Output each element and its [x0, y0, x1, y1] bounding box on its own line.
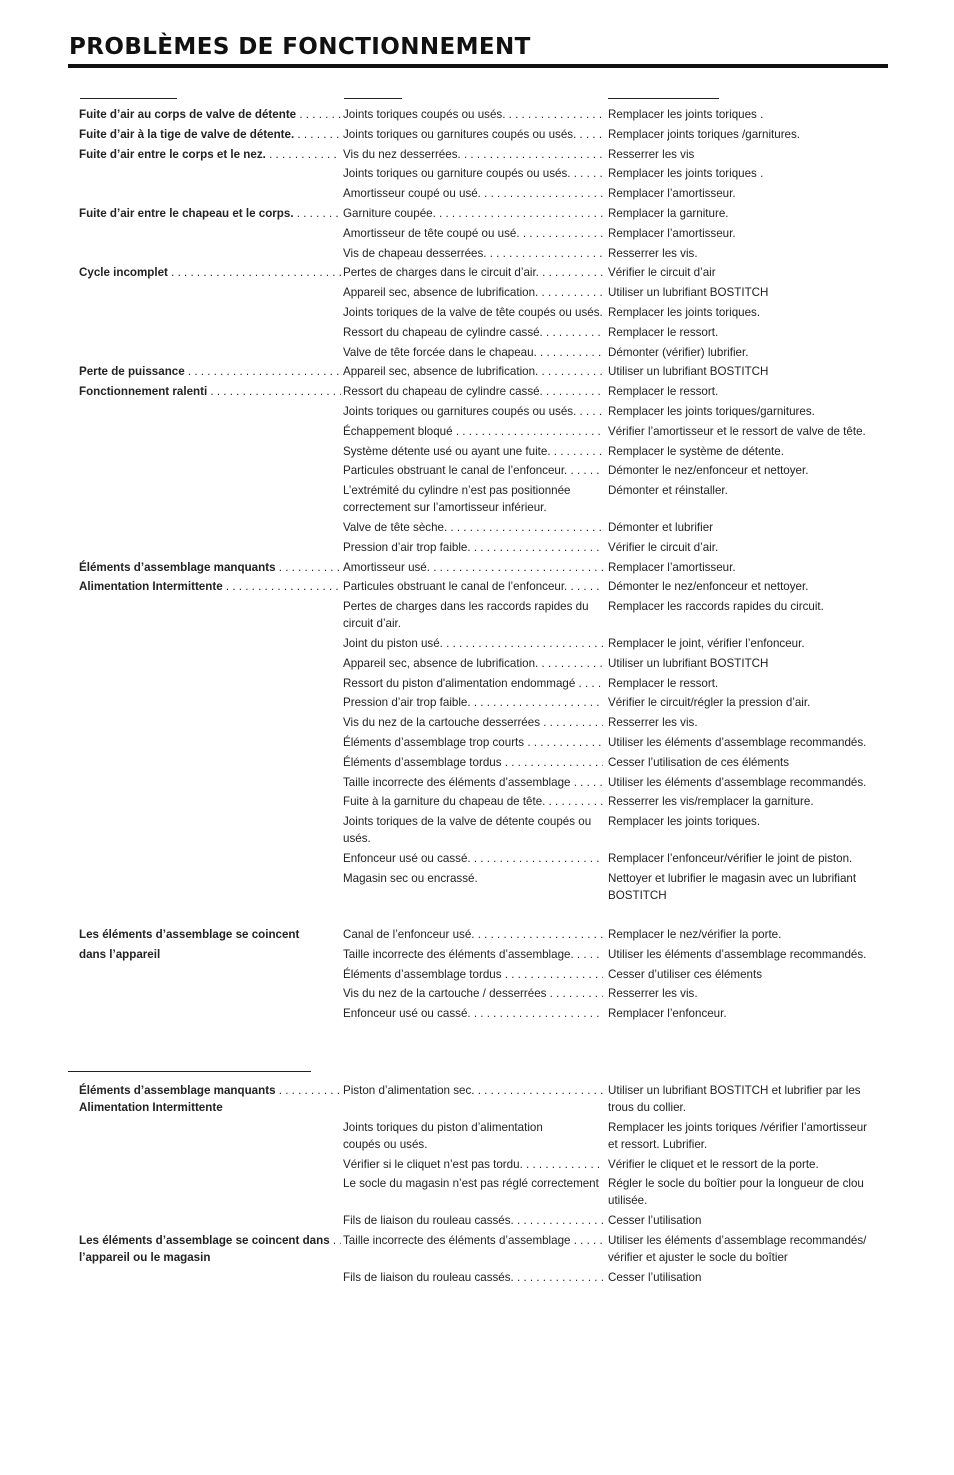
cause-cell [343, 126, 603, 143]
table-row [0, 694, 954, 714]
remedy-cell [608, 324, 878, 341]
cause-text: Vis du nez desserrées. . . . [343, 146, 603, 163]
cause-text: Magasin sec ou encrassé. [343, 871, 478, 885]
table-row [0, 1156, 954, 1176]
cause-text: Pertes de charges dans le circuit d’air. . . . [343, 264, 603, 281]
remedy-text: Remplacer la garniture. [608, 206, 729, 220]
table-row [0, 423, 954, 443]
remedy-cell [608, 403, 878, 420]
problem-text: Alimentation Intermittente . . . [79, 578, 341, 595]
remedy-text: Remplacer les joints toriques. [608, 815, 761, 829]
table-row [0, 245, 954, 265]
remedy-cell [608, 578, 878, 595]
cause-cell [343, 559, 603, 576]
cause-text: Vérifier si le cliquet n’est pas tordu. . . . [343, 1156, 603, 1173]
problem-text-line2: l’appareil ou le magasin [79, 1250, 211, 1264]
cause-text: Pression d’air trop faible. . . . [343, 539, 603, 556]
remedy-cell [608, 363, 878, 380]
cause-cell [343, 185, 603, 202]
table-row [0, 655, 954, 675]
troubleshooting-table-jamming [0, 926, 954, 1025]
cause-cell [343, 225, 603, 242]
remedy-cell: Régler le socle du boîtier pour la longueur de clou utilisée. [608, 1177, 864, 1208]
remedy-text: Remplacer les joints toriques/garnitures. [608, 404, 815, 418]
remedy-text: Utiliser un lubrifiant BOSTITCH [608, 286, 769, 300]
remedy-text: Remplacer les joints toriques . [608, 108, 764, 121]
remedy-text: Remplacer l’amortisseur. [608, 560, 736, 574]
cause-text: Garniture coupée. . . . [343, 205, 603, 222]
remedy-cell [608, 793, 878, 810]
remedy-cell [608, 850, 878, 867]
cause-cell [343, 284, 603, 301]
cause-cell [343, 1082, 603, 1099]
table-row [0, 403, 954, 423]
problem-column-header-line [80, 98, 177, 99]
cause-text: L’extrémité du cylindre n’est pas positionnée correctement sur l’amortisseur inférieur. [343, 484, 571, 515]
table-row [0, 635, 954, 655]
remedy-cell [608, 383, 878, 400]
cause-cell [343, 1212, 603, 1229]
problem-cell: Les éléments d’assemblage se coincent [79, 928, 300, 941]
cause-cell [343, 598, 603, 632]
cause-text: Ressort du chapeau de cylindre cassé. . . . [343, 324, 603, 341]
problem-text: Les éléments d’assemblage se coincent dans . . . [79, 1232, 341, 1249]
remedy-text: Remplacer le système de détente. [608, 444, 784, 458]
remedy-cell [608, 443, 878, 460]
remedy-text: Resserrer les vis [608, 147, 695, 161]
remedy-cell: Utiliser les éléments d’assemblage recommandés/ vérifier et ajuster le socle du boîtier [608, 1233, 867, 1264]
cause-text: Amortisseur coupé ou usé. . . . [343, 185, 603, 202]
remedy-cell [608, 714, 878, 731]
cause-cell [343, 539, 603, 556]
problem-text-line2: Alimentation Intermittente [79, 1101, 223, 1114]
remedy-cell: Utiliser un lubrifiant BOSTITCH et lubrifier par les trous du collier. [608, 1084, 861, 1114]
remedy-text: Utiliser un lubrifiant BOSTITCH [608, 656, 769, 670]
remedy-text: Vérifier le circuit d’air [608, 266, 716, 280]
remedy-text: Utiliser les éléments d’assemblage recommandés. [608, 735, 867, 749]
remedy-text: Remplacer les joints toriques . [608, 167, 764, 181]
table-row [0, 146, 954, 166]
cause-text: Particules obstruant le canal de l’enfonceur. . . . [343, 462, 603, 479]
title-rule [68, 64, 888, 68]
troubleshooting-table-main [0, 106, 954, 906]
remedy-cell [608, 519, 878, 536]
cause-cell [343, 1156, 603, 1173]
table-row [0, 1232, 954, 1269]
table-row [0, 985, 954, 1005]
cause-cell [343, 165, 603, 182]
table-row [0, 225, 954, 245]
cause-cell [343, 1005, 603, 1022]
cause-cell [343, 694, 603, 711]
cause-cell [343, 985, 603, 1002]
cause-text: Appareil sec, absence de lubrification. . . . [343, 655, 603, 672]
remedy-text: Remplacer les raccords rapides du circuit. [608, 600, 824, 614]
cause-cell [343, 655, 603, 672]
cause-cell [343, 363, 603, 380]
cause-text: Éléments d’assemblage tordus . . . [343, 754, 603, 771]
cause-text: Amortisseur de tête coupé ou usé. . . . [343, 225, 603, 242]
remedy-cell [608, 734, 878, 751]
remedy-cell [608, 559, 878, 576]
cause-text: Appareil sec, absence de lubrification. . . . [343, 284, 603, 301]
remedy-cell [608, 146, 878, 163]
cause-text: Canal de l’enfonceur usé. . . . [343, 926, 603, 943]
remedy-text: Cesser l’utilisation de ces éléments [608, 755, 790, 769]
remedy-text: Resserrer les vis. [608, 716, 698, 730]
problem-text: Fuite d’air entre le chapeau et le corps. . . . [79, 205, 341, 222]
table-row [0, 165, 954, 185]
problem-cell [79, 106, 341, 123]
remedy-text: Remplacer l’enfonceur/vérifier le joint de piston. [608, 851, 853, 865]
cause-cell [343, 1119, 603, 1153]
remedy-cell [608, 482, 878, 499]
cause-cell [343, 304, 603, 321]
problem-text: Fuite d’air entre le corps et le nez. . . . [79, 146, 341, 163]
table-row [0, 519, 954, 539]
problem-text: Fuite d’air au corps de valve de détente . . . [79, 106, 341, 123]
cause-text: Joint du piston usé. . . . [343, 635, 603, 652]
table-row [0, 363, 954, 383]
remedy-cell [608, 185, 878, 202]
remedy-text: Démonter et réinstaller. [608, 484, 728, 498]
table-row [0, 946, 954, 966]
problem-cell [79, 1232, 341, 1266]
remedy-text: Remplacer l’amortisseur. [608, 187, 736, 201]
table-row [0, 344, 954, 364]
remedy-cell [608, 694, 878, 711]
table-row [0, 383, 954, 403]
cause-cell [343, 870, 603, 887]
problem-cell [79, 383, 341, 400]
remedy-text: Démonter le nez/enfonceur et nettoyer. [608, 464, 809, 478]
cause-cell [343, 264, 603, 281]
table-row [0, 1005, 954, 1025]
cause-text: Ressort du piston d'alimentation endommagé . . . [343, 675, 603, 692]
cause-cell [343, 403, 603, 420]
table-row [0, 1082, 954, 1119]
cause-text: Joints toriques de la valve de détente coupés ou usés. [343, 815, 592, 846]
cause-text: Appareil sec, absence de lubrification. . . . [343, 363, 603, 380]
cause-cell [343, 714, 603, 731]
table-row [0, 304, 954, 324]
cause-text: Piston d’alimentation sec. . . . [343, 1082, 603, 1099]
problem-text: Éléments d’assemblage manquants . . . [79, 1082, 341, 1099]
cause-cell [343, 966, 603, 983]
remedy-text: Remplacer l’amortisseur. [608, 226, 736, 240]
remedy-text: Remplacer le joint, vérifier l’enfonceur. [608, 636, 805, 650]
cause-cell [343, 245, 603, 262]
remedy-cell [608, 205, 878, 222]
remedy-text: Resserrer les vis/remplacer la garniture. [608, 795, 814, 809]
cause-column-header-line [344, 98, 402, 99]
remedy-text: Démonter et lubrifier [608, 520, 714, 534]
cause-cell [343, 1269, 603, 1286]
cause-text: Particules obstruant le canal de l’enfonceur. . . . [343, 578, 603, 595]
cause-text: Taille incorrecte des éléments d’assemblage . . . [343, 774, 603, 791]
problem-cell [79, 264, 341, 281]
problem-cell [79, 205, 341, 222]
table-row [0, 926, 954, 946]
cause-text: Éléments d’assemblage trop courts . . . [343, 734, 603, 751]
remedy-cell [608, 344, 878, 361]
cause-text: Joints toriques ou garnitures coupés ou usés. . . . [343, 126, 603, 143]
problem-text: Fonctionnement ralenti . . . [79, 383, 341, 400]
remedy-cell [608, 126, 878, 143]
remedy-cell: Cesser l’utilisation [608, 1270, 702, 1284]
remedy-cell [608, 635, 878, 652]
remedy-text: Remplacer le ressort. [608, 325, 719, 339]
problem-text: Fuite d’air à la tige de valve de détente. . . . [79, 126, 341, 143]
table-row [0, 793, 954, 813]
problem-cell [79, 578, 341, 595]
remedy-cell: Utiliser les éléments d’assemblage recommandés. [608, 947, 867, 961]
table-row [0, 870, 954, 907]
remedy-cell: Cesser d’utiliser ces éléments [608, 967, 762, 981]
remedy-text: Vérifier le circuit/régler la pression d’air. [608, 696, 811, 710]
remedy-cell [608, 225, 878, 242]
table-row [0, 284, 954, 304]
cause-cell [343, 519, 603, 536]
table-row [0, 462, 954, 482]
remedy-text: Démonter (vérifier) lubrifier. [608, 345, 749, 359]
remedy-text: Vérifier le circuit d’air. [608, 540, 719, 554]
remedy-cell [608, 655, 878, 672]
problem-text: Perte de puissance . . . [79, 363, 341, 380]
table-row [0, 598, 954, 635]
cause-text: Échappement bloqué . . . [343, 423, 603, 440]
cause-cell [343, 850, 603, 867]
cause-text: Joints toriques ou garniture coupés ou usés. . . . [343, 165, 603, 182]
remedy-cell [608, 870, 878, 904]
table-row [0, 106, 954, 126]
table-row [0, 754, 954, 774]
remedy-cell [608, 675, 878, 692]
problem-cell [79, 559, 341, 576]
cause-text: Vis de chapeau desserrées. . . . [343, 245, 603, 262]
cause-cell [343, 675, 603, 692]
table-row [0, 675, 954, 695]
cause-text: Taille incorrecte des éléments d’assemblage . . . [343, 1232, 603, 1249]
cause-cell [343, 106, 603, 123]
remedy-cell [608, 106, 878, 123]
cause-cell [343, 443, 603, 460]
problem-cell [79, 146, 341, 163]
cause-text: Enfonceur usé ou cassé. . . . [343, 1005, 603, 1022]
cause-cell [343, 423, 603, 440]
cause-cell [343, 344, 603, 361]
cause-text: Amortisseur usé. . . . [343, 559, 603, 576]
remedy-text: Nettoyer et lubrifier le magasin avec un lubrifiant BOSTITCH [608, 871, 857, 902]
cause-text: Vis du nez de la cartouche / desserrées . . . [343, 985, 603, 1002]
remedy-cell [608, 284, 878, 301]
table-row [0, 443, 954, 463]
cause-cell [343, 774, 603, 791]
cause-cell [343, 383, 603, 400]
remedy-cell: Remplacer l’enfonceur. [608, 1007, 727, 1021]
cause-cell [343, 482, 603, 516]
remedy-cell [608, 754, 878, 771]
remedy-cell: Cesser l’utilisation [608, 1214, 702, 1228]
cause-cell [343, 926, 603, 943]
remedy-cell [608, 423, 878, 440]
remedy-cell [608, 245, 878, 262]
cause-text: Joints toriques de la valve de tête coupés ou usés. . . . [343, 304, 603, 321]
cause-text: Valve de tête forcée dans le chapeau. . . . [343, 344, 603, 361]
table-row [0, 324, 954, 344]
cause-text: Fuite à la garniture du chapeau de tête. . . . [343, 793, 603, 810]
table-row [0, 578, 954, 598]
remedy-text: Utiliser un lubrifiant BOSTITCH [608, 365, 769, 379]
cause-text: Éléments d’assemblage tordus . . . [343, 966, 603, 983]
remedy-cell: Resserrer les vis. [608, 987, 698, 1001]
cause-text: Valve de tête sèche. . . . [343, 519, 603, 536]
remedy-text: Remplacer les joints toriques. [608, 305, 761, 319]
cause-cell [343, 734, 603, 751]
cause-cell [343, 462, 603, 479]
cause-cell [343, 813, 603, 847]
problem-text: Éléments d’assemblage manquants . . . [79, 559, 341, 576]
problem-cell [79, 363, 341, 380]
cause-cell [343, 1175, 603, 1192]
table-row [0, 734, 954, 754]
remedy-column-header-line [608, 98, 719, 99]
page-title: PROBLÈMES DE FONCTIONNEMENT [69, 34, 531, 60]
cause-text: Ressort du chapeau de cylindre cassé. . . . [343, 383, 603, 400]
table-row [0, 205, 954, 225]
table-row [0, 559, 954, 579]
remedy-cell: Remplacer les joints toriques /vérifier l’amortisseur et ressort. Lubrifier. [608, 1120, 868, 1151]
table-row [0, 1212, 954, 1232]
remedy-cell [608, 539, 878, 556]
remedy-text: Remplacer joints toriques /garnitures. [608, 127, 801, 141]
cause-text: Joints toriques coupés ou usés. . . . [343, 106, 603, 123]
problem-cell [79, 126, 341, 143]
remedy-text: Vérifier l’amortisseur et le ressort de valve de tête. [608, 424, 866, 438]
problem-cell: dans l’appareil [79, 947, 161, 961]
table-row [0, 126, 954, 146]
remedy-cell [608, 774, 878, 791]
remedy-cell: Remplacer le nez/vérifier la porte. [608, 928, 782, 941]
table-row [0, 813, 954, 850]
cause-text: Pertes de charges dans les raccords rapides du circuit d’air. [343, 600, 589, 631]
remedy-text: Démonter le nez/enfonceur et nettoyer. [608, 580, 809, 594]
remedy-cell [608, 598, 878, 615]
remedy-cell [608, 165, 878, 182]
table-row [0, 774, 954, 794]
table-row [0, 482, 954, 519]
troubleshooting-table-coil [0, 1082, 954, 1289]
remedy-cell [608, 462, 878, 479]
cause-text: Le socle du magasin n’est pas réglé correctement [343, 1177, 599, 1191]
problem-text: Cycle incomplet . . . [79, 264, 341, 281]
remedy-text: Utiliser les éléments d’assemblage recommandés. [608, 775, 867, 789]
cause-text: Fils de liaison du rouleau cassés. . . . [343, 1269, 603, 1286]
cause-cell [343, 793, 603, 810]
remedy-cell: Vérifier le cliquet et le ressort de la porte. [608, 1157, 819, 1171]
cause-cell [343, 635, 603, 652]
cause-cell [343, 578, 603, 595]
table-row [0, 1175, 954, 1212]
table-row [0, 264, 954, 284]
table-row [0, 185, 954, 205]
remedy-text: Remplacer le ressort. [608, 676, 719, 690]
remedy-text: Resserrer les vis. [608, 246, 698, 260]
section-separator-line [68, 1071, 311, 1072]
cause-text: Joints toriques ou garnitures coupés ou usés. . . . [343, 403, 603, 420]
remedy-text: Remplacer le ressort. [608, 385, 719, 399]
table-row [0, 966, 954, 986]
table-row [0, 714, 954, 734]
cause-cell [343, 146, 603, 163]
cause-cell [343, 324, 603, 341]
cause-text: Taille incorrecte des éléments d’assemblage. . . . [343, 946, 603, 963]
table-row [0, 1119, 954, 1156]
cause-cell [343, 754, 603, 771]
cause-cell [343, 1232, 603, 1249]
problem-cell [79, 1082, 341, 1116]
remedy-cell [608, 264, 878, 281]
cause-text: Enfonceur usé ou cassé. . . . [343, 850, 603, 867]
table-row [0, 850, 954, 870]
cause-cell [343, 946, 603, 963]
cause-cell [343, 205, 603, 222]
table-row [0, 1269, 954, 1289]
remedy-cell [608, 813, 878, 830]
cause-text: Pression d’air trop faible. . . . [343, 694, 603, 711]
remedy-cell [608, 304, 878, 321]
cause-text: Fils de liaison du rouleau cassés. . . . [343, 1212, 603, 1229]
cause-text: Système détente usé ou ayant une fuite. . . . [343, 443, 603, 460]
cause-text: Vis du nez de la cartouche desserrées . . . [343, 714, 603, 731]
table-row [0, 539, 954, 559]
cause-text: Joints toriques du piston d’alimentation coupés ou usés. [343, 1120, 543, 1151]
